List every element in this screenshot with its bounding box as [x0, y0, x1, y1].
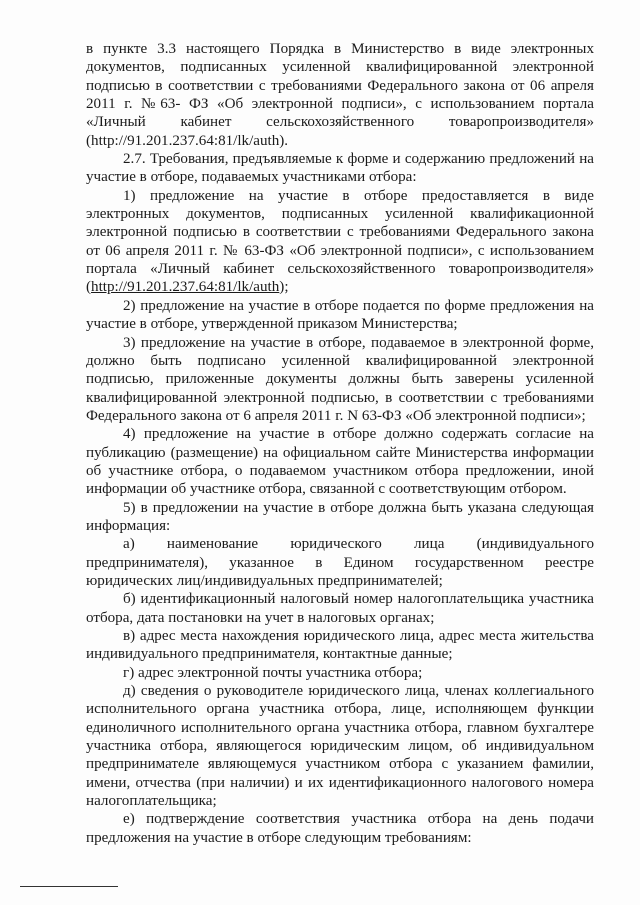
- paragraph-continuation: в пункте 3.3 настоящего Порядка в Министерство в виде электронных документов, подписанных усиленной квалифицированной электронной подписью в соответствии с требованиями Федерального закона от 06 апреля 2011 г. №63- ФЗ «Об электронной подписи», с использованием портала «Личный кабинет сельскохозяйственного товаропроизводителя» (http://91.201.237.64:81/lk/auth).: [86, 41, 594, 149]
- document-body: [86, 40, 594, 847]
- paragraph-subitem-v: в) адрес места нахождения юридического лица, адрес места жительства индивидуального предпринимателя, контактные данные;: [86, 628, 594, 663]
- paragraph-subitem-d: д) сведения о руководителе юридического лица, членах коллегиального исполнительного органа участника отбора, лице, исполняющем функции единоличного исполнительного органа участника отбора, главном бухгалтере участника отбора, являющегося юридическим лицом, об индивидуальном предпринимателе являющемуся участником отбора с указанием фамилии, имени, отчества (при наличии) и их идентификационного налогового номера налогоплательщика;: [86, 683, 594, 810]
- paragraph-item-3: 3) предложение на участие в отборе, подаваемое в электронной форме, должно быть подписано усиленной квалифицированной электронной подписью, приложенные документы должны быть заверены усиленной квалифицированной электронной подписью, в соответствии с требованиями Федерального закона от 6 апреля 2011 г. N 63-ФЗ «Об электронной подписи»;: [86, 334, 594, 424]
- paragraph-item-1-text: 1) предложение на участие в отборе предоставляется в виде электронных документов, подписанных усиленной квалификационной электронной подписью в соответствии с требованиями Федерального закона от 06 апреля 2011 г. № 63-ФЗ «Об электронной подписи», с использованием портала «Личный кабинет сельскохозяйственного товаропроизводителя» (: [86, 187, 594, 296]
- paragraph-item-4: 4) предложение на участие в отборе должно содержать согласие на публикацию (размещение) на официальном сайте Министерства информации об участнике отбора, о подаваемом участником отбора предложении, иной информации об участнике отбора, связанной с соответствующим отбором.: [86, 426, 594, 498]
- paragraph-2-7: 2.7. Требования, предъявляемые к форме и содержанию предложений на участие в отборе, подаваемых участниками отбора:: [86, 151, 594, 186]
- paragraph-subitem-a: а) наименование юридического лица (индивидуального предпринимателя), указанное в Едином государственном реестре юридических лиц/индивидуальных предпринимателей;: [86, 536, 594, 589]
- portal-link[interactable]: http://91.201.237.64:81/lk/auth: [91, 279, 280, 296]
- paragraph-item-1-end: );: [279, 279, 289, 296]
- footnote-separator: [20, 886, 118, 887]
- paragraph-subitem-g: г) адрес электронной почты участника отбора;: [123, 664, 423, 681]
- paragraph-item-5: 5) в предложении на участие в отборе должна быть указана следующая информация:: [86, 499, 594, 534]
- paragraph-item-1: [86, 187, 594, 297]
- paragraph-item-2: 2) предложение на участие в отборе подается по форме предложения на участие в отборе, утвержденной приказом Министерства;: [86, 297, 594, 333]
- paragraph-subitem-e: е) подтверждение соответствия участника отбора на день подачи предложения на участие в отборе следующим требованиям:: [86, 811, 594, 846]
- paragraph-subitem-b: б) идентификационный налоговый номер налогоплательщика участника отбора, дата постановки на учет в налоговых органах;: [86, 591, 594, 626]
